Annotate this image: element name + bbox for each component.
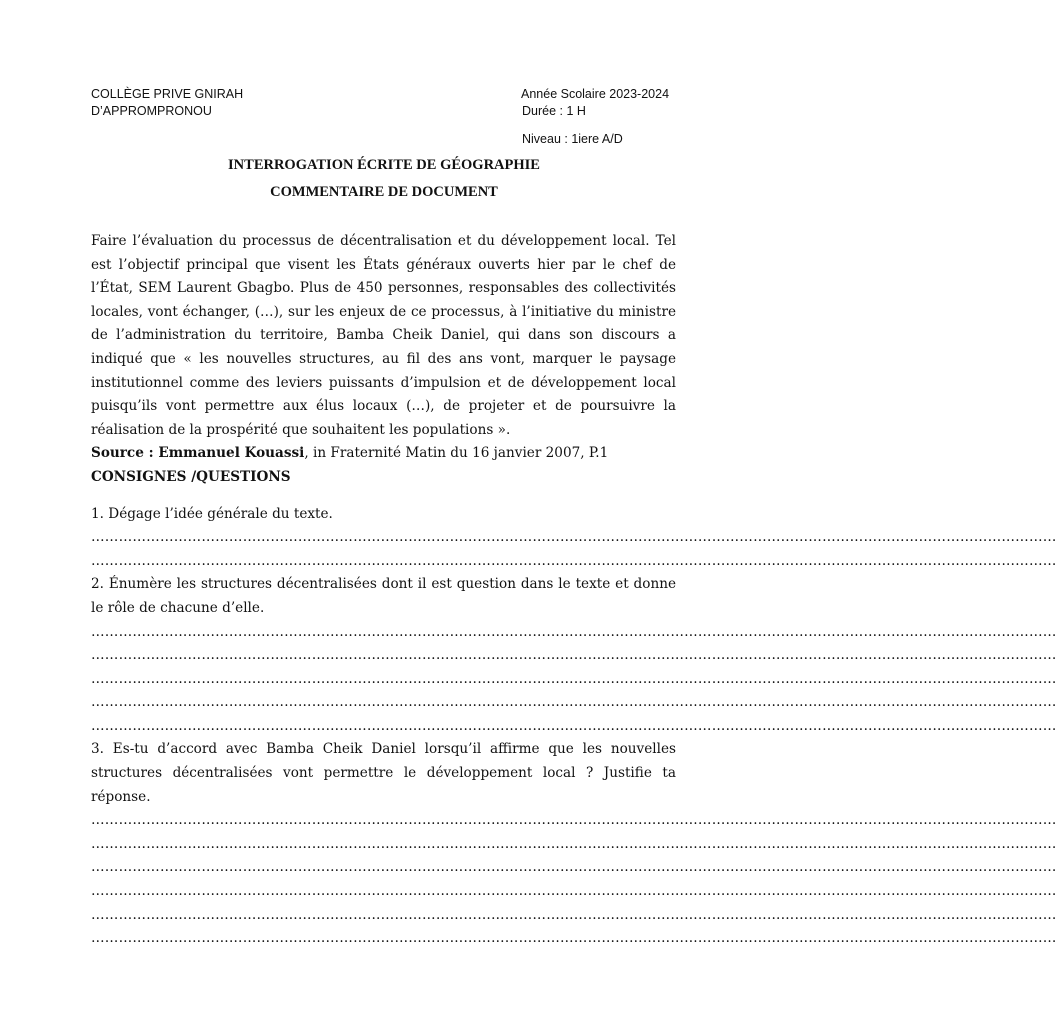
answer-line[interactable]: ………………………………………………………………………………………………………………………………………………………………………………………… — [91, 670, 1057, 687]
question-1: 1. Dégage l’idée générale du texte. — [91, 505, 333, 522]
class-level: Niveau : 1iere A/D — [522, 132, 623, 146]
answer-line[interactable]: ………………………………………………………………………………………………………………………………………………………………………………………… — [91, 529, 1057, 546]
answer-line[interactable]: ………………………………………………………………………………………………………………………………………………………………………………………… — [91, 859, 1057, 876]
answer-line[interactable]: ………………………………………………………………………………………………………………………………………………………………………………………… — [91, 930, 1057, 947]
exam-subtitle: COMMENTAIRE DE DOCUMENT — [270, 184, 498, 200]
answer-line[interactable]: ………………………………………………………………………………………………………………………………………………………………………………………… — [91, 906, 1057, 923]
answer-line[interactable]: ………………………………………………………………………………………………………………………………………………………………………………………… — [91, 694, 1057, 711]
school-name: COLLÈGE PRIVE GNIRAH — [91, 87, 244, 101]
answer-line[interactable]: ………………………………………………………………………………………………………………………………………………………………………………………… — [91, 647, 1057, 664]
question-3: 3. Es-tu d’accord avec Bamba Cheik Daniel lorsqu’il affirme que les nouvelles structures décentralisées vont permettre le développement local ? Justifie ta réponse. — [91, 741, 676, 805]
answer-line[interactable]: ………………………………………………………………………………………………………………………………………………………………………………………… — [91, 717, 1057, 734]
exam-title: INTERROGATION ÉCRITE DE GÉOGRAPHIE — [228, 157, 540, 173]
source-reference: , in Fraternité Matin du 16 janvier 2007, P.1 — [304, 445, 609, 462]
answer-line[interactable]: ………………………………………………………………………………………………………………………………………………………………………………………… — [91, 623, 1057, 640]
school-year: Année Scolaire 2023-2024 — [521, 87, 670, 101]
school-location: D’APPROMPRONOU — [91, 104, 212, 118]
answer-line[interactable]: ………………………………………………………………………………………………………………………………………………………………………………………… — [91, 883, 1057, 900]
source-author: Source : Emmanuel Kouassi — [91, 445, 305, 462]
consignes-heading: CONSIGNES /QUESTIONS — [91, 468, 291, 485]
exam-duration: Durée : 1 H — [522, 104, 586, 118]
question-2: 2. Énumère les structures décentralisées dont il est question dans le texte et donne le rôle de chacune d’elle. — [91, 576, 676, 616]
answer-line[interactable]: ………………………………………………………………………………………………………………………………………………………………………………………… — [91, 812, 1057, 829]
document-source — [91, 442, 676, 466]
answer-line[interactable]: ………………………………………………………………………………………………………………………………………………………………………………………… — [91, 835, 1057, 852]
document-body — [91, 230, 1057, 951]
answer-line[interactable]: ………………………………………………………………………………………………………………………………………………………………………………………… — [91, 552, 1057, 569]
document-text: Faire l’évaluation du processus de décentralisation et du développement local. Tel est l’objectif principal que visent les États généraux ouverts hier par le chef de l’État, SEM Laurent Gbagbo. Plus de 450 personnes, responsables des collectivités locales, vont échanger, (…), sur les enjeux de ce processus, à l’initiative du ministre de l’administration du territoire, Bamba Cheik Daniel, qui dans son discours a indiqué que « les nouvelles structures, au fil des ans vont, marquer le paysage institutionnel comme des leviers puissants d’impulsion et de développement local puisqu’ils vont permettre aux élus locaux (…), de projeter et de poursuivre la réalisation de la prospérité que souhaitent les populations ». — [91, 233, 676, 438]
